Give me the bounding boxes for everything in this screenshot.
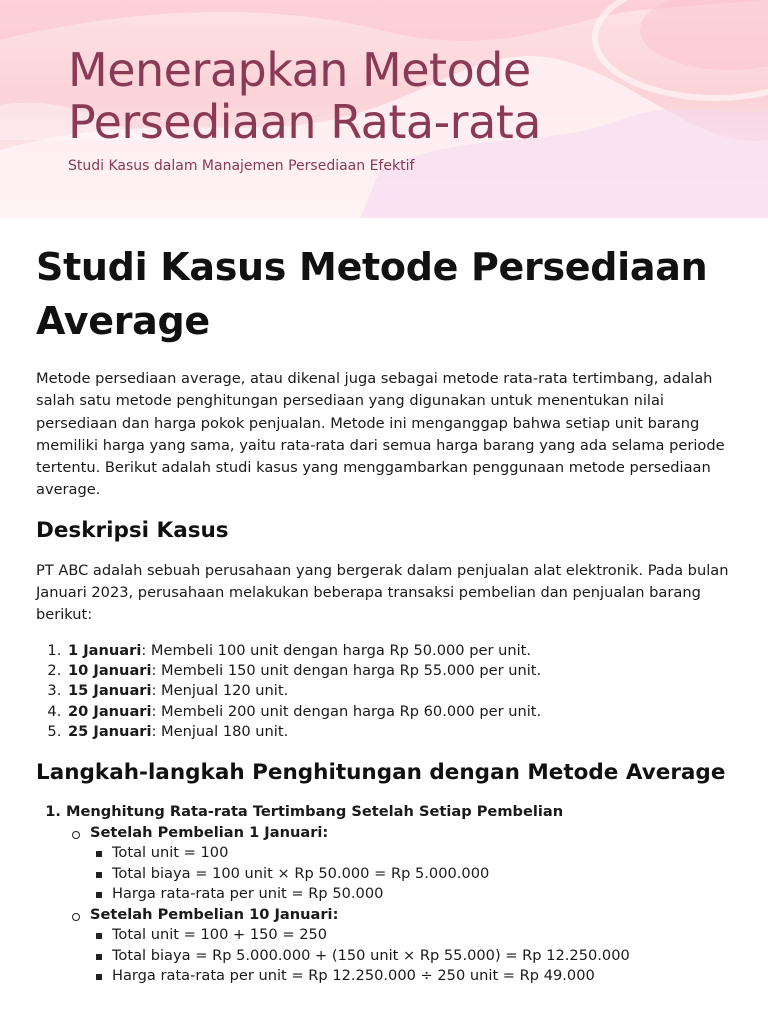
group-item xyxy=(90,905,736,987)
list-item xyxy=(66,681,736,701)
intro-paragraph: Metode persediaan average, atau dikenal juga sebagai metode rata-rata tertimbang, adalah salah satu metode penghitungan persediaan yang digunakan untuk menentukan nilai persediaan dan harga pokok penjualan. Metode ini menganggap bahwa setiap unit barang memiliki harga yang sama, yaitu rata-rata dari semua harga barang yang ada selama periode tertentu. Berikut adalah studi kasus yang menggambarkan penggunaan metode persediaan average. xyxy=(36,370,725,499)
event-date: 1 Januari xyxy=(68,641,142,659)
detail-item: Harga rata-rata per unit = Rp 50.000 xyxy=(112,884,736,905)
detail-item: Total unit = 100 xyxy=(112,843,736,864)
article-title: Studi Kasus Metode Persediaan Average xyxy=(36,245,708,343)
list-item xyxy=(66,641,736,661)
hero-subtitle: Studi Kasus dalam Manajemen Persediaan Efektif xyxy=(68,158,415,174)
event-text: : Membeli 200 unit dengan harga Rp 60.000 per unit. xyxy=(151,702,542,720)
group-title: Setelah Pembelian 1 Januari: xyxy=(90,823,329,841)
group-title: Setelah Pembelian 10 Januari: xyxy=(90,905,339,923)
transaction-list xyxy=(36,641,736,742)
list-item xyxy=(66,702,736,722)
detail-item: Harga rata-rata per unit = Rp 12.250.000 ÷ 250 unit = Rp 49.000 xyxy=(112,966,736,987)
event-date: 10 Januari xyxy=(68,661,152,679)
case-paragraph: PT ABC adalah sebuah perusahaan yang bergerak dalam penjualan alat elektronik. Pada bulan Januari 2023, perusahaan melakukan beberapa transaksi pembelian dan penjualan barang berikut: xyxy=(36,561,729,624)
step-title: Menghitung Rata-rata Tertimbang Setelah Setiap Pembelian xyxy=(66,803,564,821)
event-text: : Menjual 120 unit. xyxy=(151,682,289,700)
detail-item: Total biaya = Rp 5.000.000 + (150 unit × Rp 55.000) = Rp 12.250.000 xyxy=(112,946,736,967)
event-date: 25 Januari xyxy=(68,722,152,740)
step-item xyxy=(66,802,736,987)
detail-item: Total unit = 100 + 150 = 250 xyxy=(112,925,736,946)
detail-item: Total biaya = 100 unit × Rp 50.000 = Rp 5.000.000 xyxy=(112,864,736,885)
hero-title: Menerapkan Metode Persediaan Rata-rata xyxy=(68,43,541,149)
hero-banner xyxy=(0,0,768,218)
article-content xyxy=(36,240,736,987)
event-text: : Membeli 100 unit dengan harga Rp 50.000 per unit. xyxy=(141,641,531,659)
steps-list xyxy=(36,802,736,987)
list-item xyxy=(66,722,736,742)
list-item xyxy=(66,661,736,681)
event-text: : Membeli 150 unit dengan harga Rp 55.000 per unit. xyxy=(151,661,542,679)
group-detail-list xyxy=(90,843,736,905)
event-date: 15 Januari xyxy=(68,682,152,700)
event-date: 20 Januari xyxy=(68,702,152,720)
steps-heading: Langkah-langkah Penghitungan dengan Metode Average xyxy=(36,760,726,786)
step-groups xyxy=(66,823,736,987)
group-item xyxy=(90,823,736,905)
case-heading: Deskripsi Kasus xyxy=(36,517,229,543)
group-detail-list xyxy=(90,925,736,987)
event-text: : Menjual 180 unit. xyxy=(151,722,289,740)
